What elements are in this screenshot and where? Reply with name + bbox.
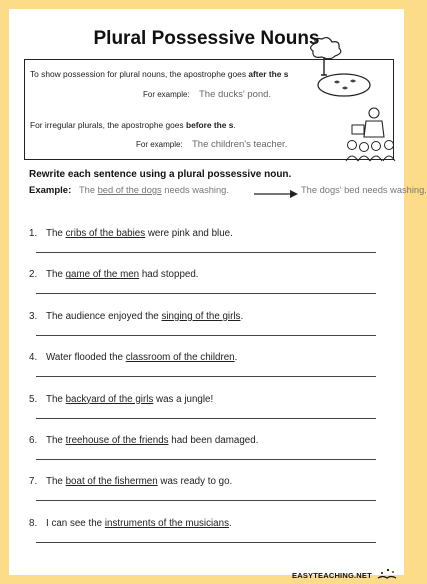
question-text-after: had been damaged. — [168, 435, 259, 446]
question-text-before: The audience enjoyed the — [46, 310, 162, 322]
answer-line-8[interactable] — [36, 542, 376, 543]
question-number: 7. — [29, 476, 38, 488]
question-underlined-phrase: classroom of the children — [125, 352, 235, 364]
question-7 — [29, 476, 232, 487]
example-row — [29, 185, 427, 199]
question-text-after: . — [228, 517, 232, 529]
worksheet-page — [9, 9, 427, 580]
question-underlined-phrase: boat of the fishermen — [65, 476, 158, 488]
question-6 — [29, 435, 258, 446]
question-text-before: I can see the — [46, 517, 105, 529]
question-text-after: . — [240, 310, 244, 322]
question-text-after: were pink and blue. — [145, 228, 233, 239]
rule-1-text: To show possession for plural nouns, the apostrophe goes after the s — [30, 69, 289, 79]
question-underlined-phrase: singing of the girls — [161, 310, 241, 322]
question-text-after: was ready to go. — [157, 476, 233, 488]
question-underlined-phrase: backyard of the girls — [65, 393, 154, 405]
book-stars-icon — [374, 568, 400, 580]
question-1 — [29, 228, 233, 239]
question-number: 2. — [29, 269, 38, 281]
question-number: 4. — [29, 352, 38, 364]
rule-2-example-label: For example: — [136, 140, 183, 149]
question-underlined-phrase: cribs of the babies — [65, 228, 146, 239]
question-underlined-phrase: game of the men — [65, 269, 140, 281]
example-sentence: The bed of the dogs needs washing. — [79, 185, 229, 195]
question-text-before: The — [46, 228, 66, 239]
answer-line-1[interactable] — [36, 252, 376, 253]
page-title: Plural Possessive Nouns — [93, 28, 320, 49]
answer-line-5[interactable] — [36, 418, 376, 419]
question-number: 1. — [29, 228, 38, 239]
question-underlined-phrase: instruments of the musicians — [104, 517, 229, 529]
example-answer: The dogs' bed needs washing. — [301, 185, 427, 195]
question-number: 8. — [29, 517, 38, 529]
question-text-before: The — [46, 476, 66, 488]
question-number: 3. — [29, 310, 38, 322]
answer-line-3[interactable] — [36, 335, 376, 336]
answer-line-4[interactable] — [36, 376, 376, 377]
answer-line-7[interactable] — [36, 500, 376, 501]
answer-line-2[interactable] — [36, 293, 376, 294]
rule-1-bold: after the s — [248, 69, 289, 79]
question-2 — [29, 269, 199, 280]
question-8 — [29, 518, 232, 529]
question-text-before: The — [46, 435, 66, 446]
example-underlined: bed of the dogs — [97, 185, 162, 195]
question-text-before: Water flooded the — [46, 352, 126, 364]
question-number: 5. — [29, 393, 38, 405]
answer-line-6[interactable] — [36, 459, 376, 460]
question-underlined-phrase: treehouse of the friends — [65, 435, 169, 446]
rule-1-example-text: The ducks' pond. — [199, 89, 272, 100]
question-text-after: . — [234, 352, 238, 364]
footer-logo: EASYTEACHING.NET — [292, 568, 400, 580]
question-text-after: had stopped. — [139, 269, 199, 281]
right-arrow-icon — [254, 190, 298, 198]
instruction: Rewrite each sentence using a plural possessive noun. — [29, 169, 292, 180]
question-3 — [29, 311, 243, 322]
question-text-before: The — [46, 269, 66, 281]
question-4 — [29, 352, 237, 363]
teacher-children-illustration — [344, 105, 402, 163]
question-text-after: was a jungle! — [153, 393, 214, 405]
rule-2-text: For irregular plurals, the apostrophe goes before the s. — [30, 120, 236, 130]
question-5 — [29, 394, 213, 405]
rule-2-bold: before the s — [185, 120, 234, 130]
rule-2-example-text: The children's teacher. — [192, 139, 288, 150]
example-label: Example: — [29, 185, 72, 196]
rule-box — [24, 59, 394, 160]
rule-1-example-label: For example: — [143, 90, 190, 99]
question-number: 6. — [29, 435, 38, 446]
question-text-before: The — [46, 393, 66, 405]
